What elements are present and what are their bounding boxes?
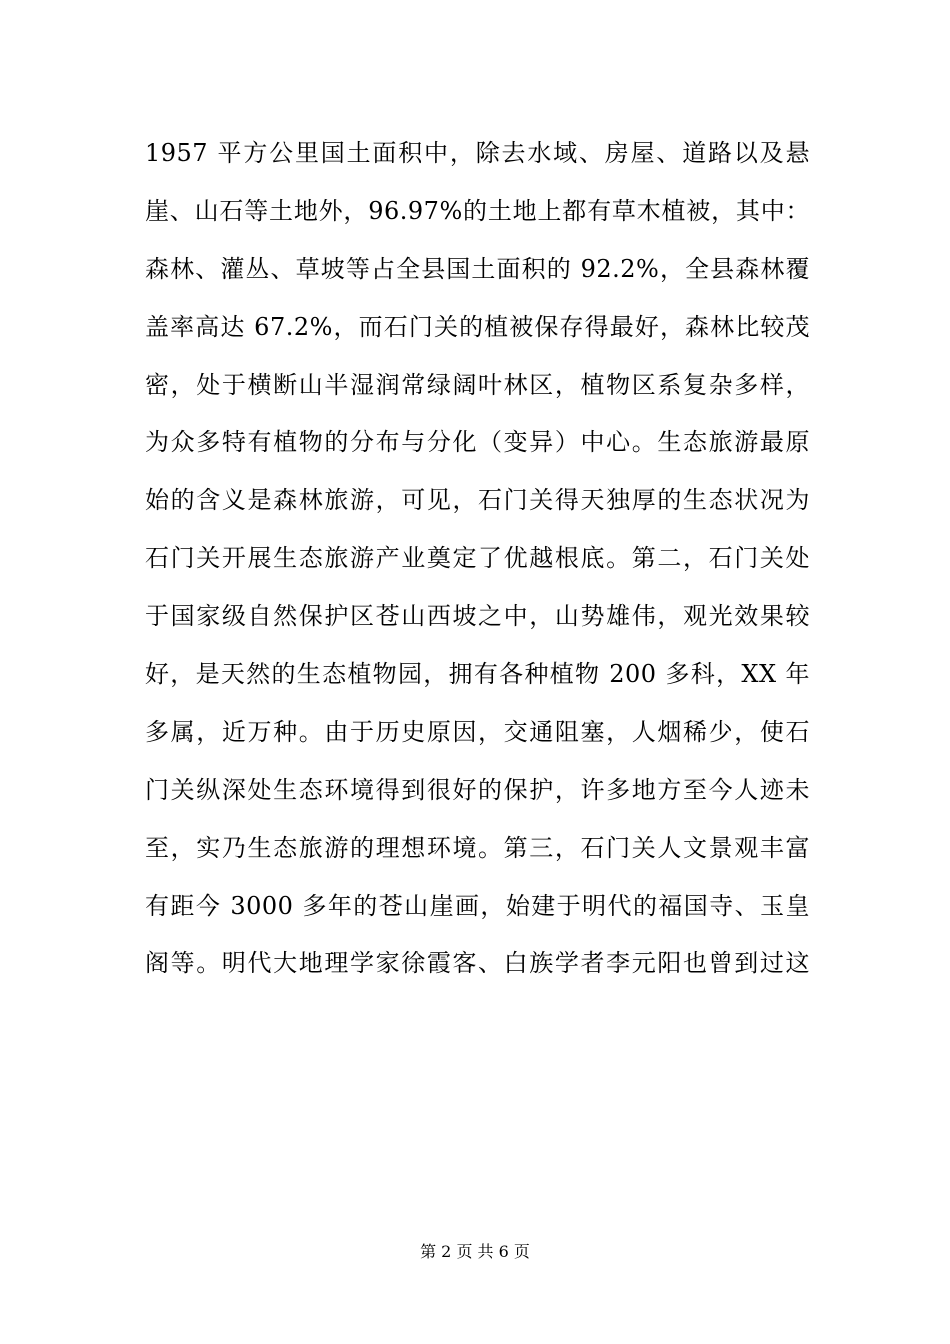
text-line: 1957 平方公里国土面积中，除去水域、房屋、道路以及悬	[145, 139, 810, 167]
text-line: 石门关开展生态旅游产业奠定了优越根底。第二，石门关处	[145, 544, 810, 573]
text-line: 有距今 3000 多年的苍山崖画，始建于明代的福国寺、玉皇	[145, 891, 810, 920]
text-line: 崖、山石等土地外，96.97%的土地上都有草木植被，其中：	[145, 196, 810, 225]
text-line: 密，处于横断山半湿润常绿阔叶林区，植物区系复杂多样，	[145, 370, 810, 399]
page-footer: 第 2 页 共 6 页	[420, 1242, 530, 1261]
text-line: 好，是天然的生态植物园，拥有各种植物 200 多科，XX 年	[145, 660, 810, 689]
text-line: 至，实乃生态旅游的理想环境。第三，石门关人文景观丰富	[145, 833, 810, 862]
text-line: 盖率高达 67.2%，而石门关的植被保存得最好，森林比较茂	[145, 312, 810, 341]
text-line: 始的含义是森林旅游，可见，石门关得天独厚的生态状况为	[145, 486, 810, 515]
text-line: 门关纵深处生态环境得到很好的保护，许多地方至今人迹未	[145, 775, 810, 804]
text-line: 阁等。明代大地理学家徐霞客、白族学者李元阳也曾到过这	[145, 949, 810, 978]
text-line: 为众多特有植物的分布与分化（变异）中心。生态旅游最原	[145, 428, 810, 457]
text-line: 于国家级自然保护区苍山西坡之中，山势雄伟，观光效果较	[145, 602, 810, 631]
text-line: 森林、灌丛、草坡等占全县国土面积的 92.2%，全县森林覆	[145, 254, 810, 283]
text-line: 多属，近万种。由于历史原因，交通阻塞，人烟稀少，使石	[145, 717, 810, 746]
body-text	[145, 130, 810, 998]
